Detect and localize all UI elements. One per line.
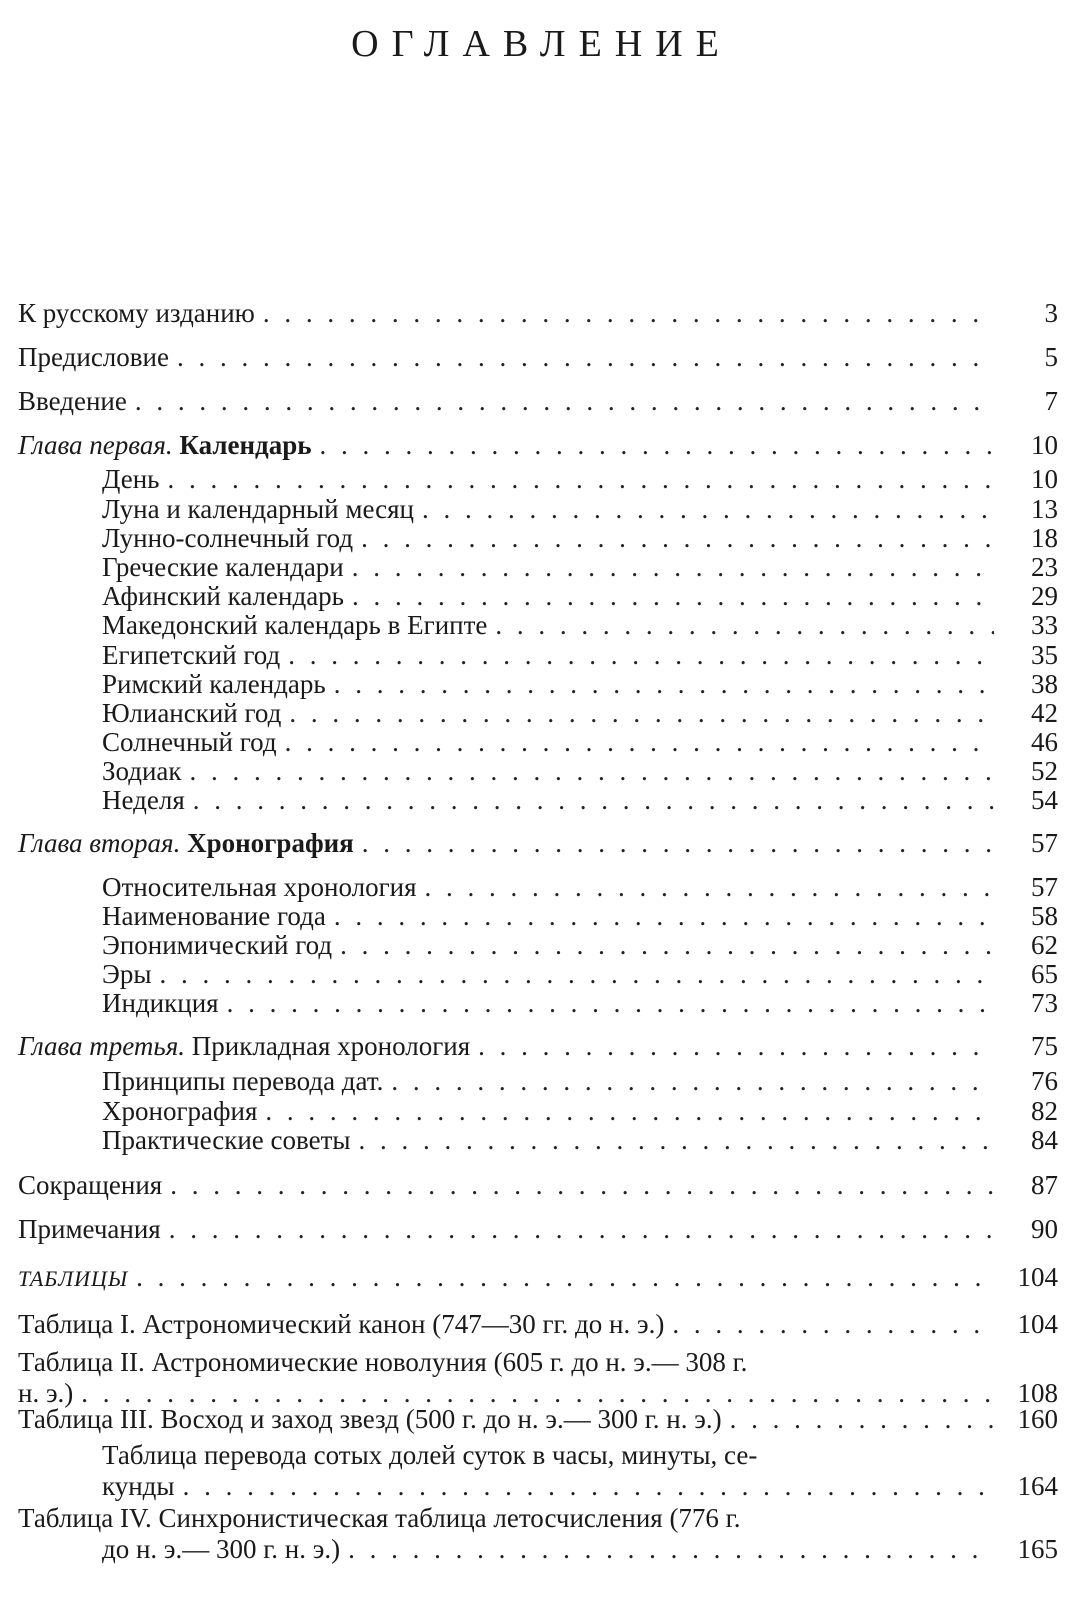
dot-leader	[190, 756, 994, 787]
dot-leader	[320, 430, 995, 461]
toc-entry-title: Практические советы	[102, 1125, 351, 1155]
dot-leader	[340, 930, 994, 961]
toc-page-number: 18	[1031, 523, 1058, 553]
toc-entry	[18, 1170, 1058, 1201]
toc-entry-title: Афинский календарь	[102, 581, 344, 611]
dot-leader	[730, 1404, 994, 1435]
toc-entry-title: Таблица III. Восход и заход звезд (500 г. до н. э.— 300 г. н. э.)	[18, 1404, 722, 1434]
toc-page-number: 82	[1031, 1096, 1058, 1126]
toc-page-number: 62	[1031, 930, 1058, 960]
toc-subentry	[102, 698, 1058, 729]
dot-leader	[478, 1031, 994, 1062]
toc-entry-title: Таблица I. Астрономический канон (747—30 гг. до н. э.)	[18, 1309, 665, 1339]
chapter-title: Хронография	[187, 828, 354, 858]
toc-page-number: 165	[1017, 1534, 1058, 1564]
toc-entry-title: Македонский календарь в Египте	[102, 610, 488, 640]
toc-page-number: 73	[1031, 988, 1058, 1018]
toc-subentry	[102, 901, 1058, 932]
chapter-title: Прикладная хронология	[191, 1031, 471, 1061]
toc-page-number: 87	[1031, 1170, 1058, 1200]
toc-subentry	[102, 552, 1058, 583]
toc-entry-title: Наименование года	[102, 901, 326, 931]
dot-leader	[159, 959, 994, 990]
dot-leader	[265, 1096, 994, 1127]
toc-page-number: 52	[1031, 756, 1058, 786]
toc-page-number: 75	[1031, 1031, 1058, 1061]
toc-page-number: 76	[1031, 1066, 1058, 1096]
toc-subentry	[102, 523, 1058, 554]
toc-entry-title: Сокращения	[18, 1170, 163, 1200]
toc-subentry	[102, 785, 1058, 816]
dot-leader	[170, 1170, 994, 1201]
chapter-title: Календарь	[179, 430, 312, 460]
toc-entry-title: Лунно-солнечный год	[102, 523, 354, 553]
toc-entry-title: К русскому изданию	[18, 298, 255, 328]
toc-page-number: 58	[1031, 901, 1058, 931]
toc-entry-title: Относительная хронология	[102, 872, 417, 902]
toc-chapter	[18, 430, 1058, 461]
toc-table-entry	[18, 1309, 1058, 1340]
toc-entry	[18, 1214, 1058, 1245]
toc-page-number: 104	[1017, 1262, 1058, 1292]
toc-entry-title: Предисловие	[18, 342, 169, 372]
toc-entry-title: Эпонимический год	[102, 930, 333, 960]
toc-page-number: 38	[1031, 669, 1058, 699]
toc-table-entry	[18, 1503, 1058, 1565]
dot-leader	[352, 552, 994, 583]
toc-entry-title-line2: кунды	[102, 1471, 175, 1501]
toc-table-subentry	[102, 1440, 1058, 1502]
toc-entry-title: Луна и календарный месяц	[102, 494, 414, 524]
toc-subentry	[102, 1096, 1058, 1127]
chapter-prefix: Глава третья.	[18, 1031, 186, 1061]
toc-entry-title: Введение	[18, 386, 127, 416]
toc-subentry	[102, 959, 1058, 990]
dot-leader	[348, 1534, 994, 1565]
toc-page-number: 42	[1031, 698, 1058, 728]
toc-subentry	[102, 727, 1058, 758]
toc-entry-title: Эры	[102, 959, 152, 989]
toc-page-number: 57	[1031, 872, 1058, 902]
toc-section	[18, 1262, 1058, 1294]
toc-page-number: 10	[1031, 464, 1058, 494]
toc-entry-title-line1: Таблица II. Астрономические новолуния (605 г. до н. э.— 308 г.	[18, 1347, 748, 1377]
toc-entry	[18, 298, 1058, 329]
toc-subentry	[102, 1066, 1058, 1097]
toc-entry-title: Примечания	[18, 1214, 161, 1244]
dot-leader	[288, 640, 994, 671]
dot-leader	[227, 988, 994, 1019]
toc-entry-title-line2: до н. э.— 300 г. н. э.)	[102, 1534, 341, 1564]
toc-section-title: ТАБЛИЦЫ	[18, 1266, 129, 1291]
toc-entry-title: День	[102, 464, 160, 494]
toc-table-entry	[18, 1347, 1058, 1409]
toc-page-number: 164	[1017, 1471, 1058, 1501]
toc-page-number: 65	[1031, 959, 1058, 989]
toc-entry-title: Принципы перевода дат.	[102, 1066, 384, 1096]
toc-page-number: 7	[1044, 386, 1058, 416]
toc-subentry	[102, 930, 1058, 961]
toc-page-number: 5	[1044, 342, 1058, 372]
chapter-prefix: Глава первая.	[18, 430, 173, 460]
dot-leader	[352, 581, 994, 612]
toc-subentry	[102, 494, 1058, 525]
dot-leader	[359, 1125, 994, 1156]
toc-entry-title-line2: н. э.)	[18, 1378, 74, 1408]
toc-entry-title: Египетский год	[102, 640, 281, 670]
toc-entry-title-line1: Таблица IV. Синхронистическая таблица летосчисления (776 г.	[18, 1503, 741, 1533]
toc-entry-title-line1: Таблица перевода сотых долей суток в часы, минуты, се-	[102, 1440, 758, 1470]
toc-entry-title: Греческие календари	[102, 552, 344, 582]
dot-leader	[289, 698, 994, 729]
dot-leader	[135, 386, 994, 417]
toc-page-number: 160	[1017, 1404, 1058, 1434]
dot-leader	[183, 1471, 994, 1502]
dot-leader	[136, 1262, 994, 1293]
dot-leader	[177, 342, 994, 373]
toc-page-number: 29	[1031, 581, 1058, 611]
toc-entry-title: Неделя	[102, 785, 185, 815]
toc-page-number: 90	[1031, 1214, 1058, 1244]
toc-subentry	[102, 669, 1058, 700]
toc-subentry	[102, 640, 1058, 671]
toc-subentry	[102, 464, 1058, 495]
toc-table-entry	[18, 1404, 1058, 1435]
toc-page-number: 35	[1031, 640, 1058, 670]
toc-page-number: 84	[1031, 1125, 1058, 1155]
toc-page-number: 108	[1017, 1378, 1058, 1408]
dot-leader	[193, 785, 994, 816]
toc-page-number: 23	[1031, 552, 1058, 582]
toc-subentry	[102, 610, 1058, 641]
toc-subentry	[102, 581, 1058, 612]
dot-leader	[285, 727, 994, 758]
dot-leader	[169, 1214, 994, 1245]
toc-entry-title: Индикция	[102, 988, 219, 1018]
dot-leader	[672, 1309, 994, 1340]
dot-leader	[495, 610, 994, 641]
toc-entry-title: Юлианский год	[102, 698, 282, 728]
toc-page-number: 33	[1031, 610, 1058, 640]
toc-subentry	[102, 756, 1058, 787]
toc-entry-title: Хронография	[102, 1096, 258, 1126]
toc-entry	[18, 386, 1058, 417]
toc-subentry	[102, 872, 1058, 903]
toc-page-number: 104	[1017, 1309, 1058, 1339]
dot-leader	[361, 523, 994, 554]
toc-page-number: 13	[1031, 494, 1058, 524]
toc-entry-title: Римский календарь	[102, 669, 326, 699]
toc-entry-title: Солнечный год	[102, 727, 277, 757]
toc-chapter	[18, 1031, 1058, 1062]
toc-page-number: 46	[1031, 727, 1058, 757]
dot-leader	[334, 901, 994, 932]
toc-entry	[18, 342, 1058, 373]
toc-chapter	[18, 828, 1058, 859]
dot-leader	[422, 494, 994, 525]
dot-leader	[263, 298, 994, 329]
chapter-prefix: Глава вторая.	[18, 828, 181, 858]
toc-subentry	[102, 988, 1058, 1019]
dot-leader	[334, 669, 994, 700]
toc-page-number: 54	[1031, 785, 1058, 815]
toc-page-number: 57	[1031, 828, 1058, 858]
dot-leader	[425, 872, 994, 903]
toc-subentry	[102, 1125, 1058, 1156]
page-title: ОГЛАВЛЕНИЕ	[351, 23, 732, 65]
dot-leader	[391, 1066, 994, 1097]
toc-page-number: 10	[1031, 430, 1058, 460]
toc-page-number: 3	[1044, 298, 1058, 328]
toc-entry-title: Зодиак	[102, 756, 182, 786]
dot-leader	[168, 464, 995, 495]
dot-leader	[362, 828, 994, 859]
